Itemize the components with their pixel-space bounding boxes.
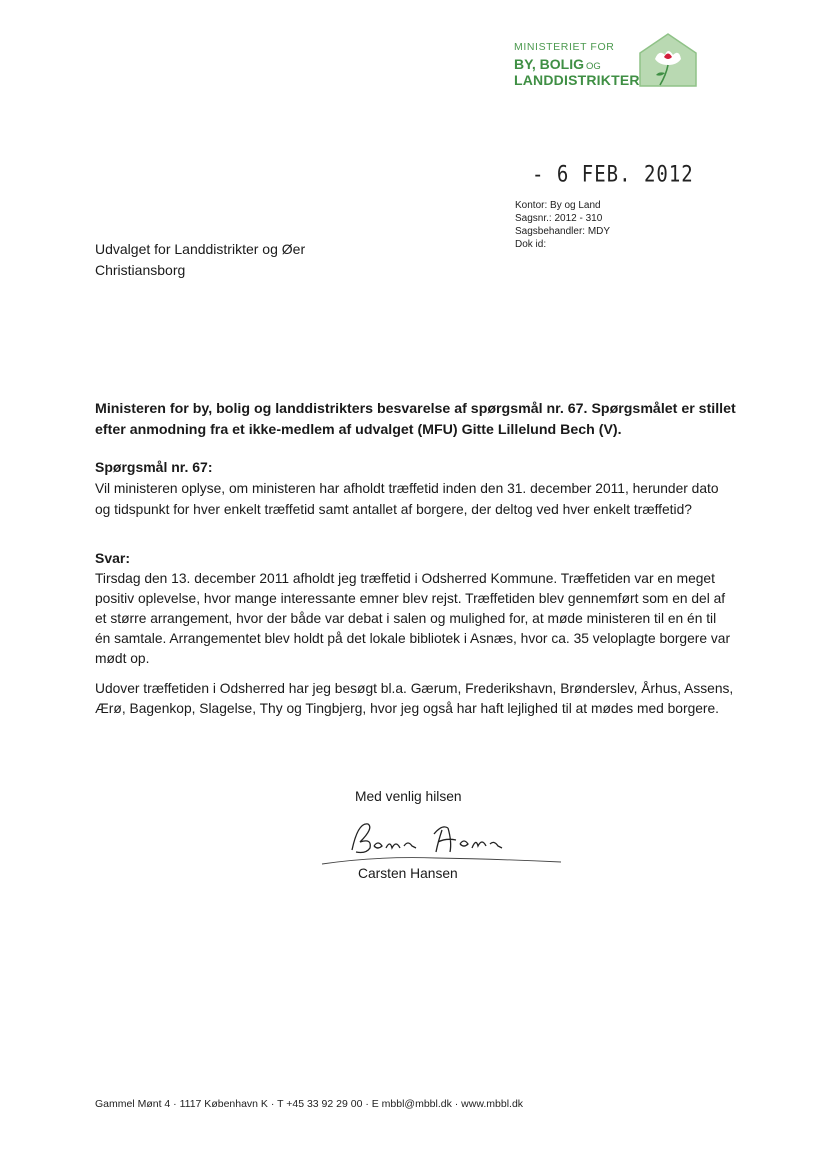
answer-paragraph-2: Udover træffetiden i Odsherred har jeg besøgt bl.a. Gærum, Frederikshavn, Brønderslev, Århus, Assens, Ærø, Bagenkop, Slagelse, Thy og Tingbjerg, hvor jeg også har haft lejlighed til at mødes med borgere. xyxy=(95,681,734,716)
logo-og: OG xyxy=(586,60,601,72)
logo-line-3: LANDDISTRIKTER xyxy=(514,72,640,88)
ministry-logo-text xyxy=(514,42,640,87)
logo-line-2: BY, BOLIG OG xyxy=(514,55,601,72)
answer-paragraph-1: Tirsdag den 13. december 2011 afholdt jeg træffetid i Odsherred Kommune. Træffetiden var en meget positiv oplevelse, hvor mange interessante emner blev rejst. Træffetiden blev gennemført som en del af et større arrangement, hvor der både var debat i salen og mulighed for, at møde ministeren til en én til én samtale. Arrangementet blev holdt på det lokale bibliotek i Asnæs, hvor ca. 35 veloplagte borgere var mødt op. xyxy=(95,571,731,666)
answer-label: Svar: xyxy=(95,550,131,566)
recipient-line-2: Christiansborg xyxy=(95,262,186,278)
house-flower-icon xyxy=(637,31,699,88)
handwritten-signature xyxy=(316,812,566,872)
meta-kontor: Kontor: By og Land xyxy=(515,200,601,211)
question-text: Vil ministeren oplyse, om ministeren har afholdt træffetid inden den 31. december 2011, herunder dato og tidspunkt for hver enkelt træffetid samt antallet af borgere, der deltog ved hver enkelt træffetid? xyxy=(95,481,719,517)
footer-contact: Gammel Mønt 4 · 1117 København K · T +45 33 92 29 00 · E mbbl@mbbl.dk · www.mbbl.dk xyxy=(95,1098,524,1110)
case-meta xyxy=(515,199,610,251)
meta-sagsnr: Sagsnr.: 2012 - 310 xyxy=(515,213,603,224)
logo-line-1: MINISTERIET FOR xyxy=(514,41,615,53)
meta-sagsbehandler: Sagsbehandler: MDY xyxy=(515,226,611,237)
signer-name: Carsten Hansen xyxy=(358,866,458,881)
recipient-line-1: Udvalget for Landdistrikter og Øer xyxy=(95,241,306,257)
meta-dok-id: Dok id: xyxy=(515,239,547,250)
date-stamp: - 6 FEB. 2012 xyxy=(532,162,694,188)
closing-greeting: Med venlig hilsen xyxy=(355,789,462,804)
recipient-address xyxy=(95,239,305,281)
question-label: Spørgsmål nr. 67: xyxy=(95,459,213,475)
document-heading: Ministeren for by, bolig og landdistrikters besvarelse af spørgsmål nr. 67. Spørgsmålet er stillet efter anmodning fra et ikke-medlem af udvalget (MFU) Gitte Lillelund Bech (V). xyxy=(95,401,736,438)
